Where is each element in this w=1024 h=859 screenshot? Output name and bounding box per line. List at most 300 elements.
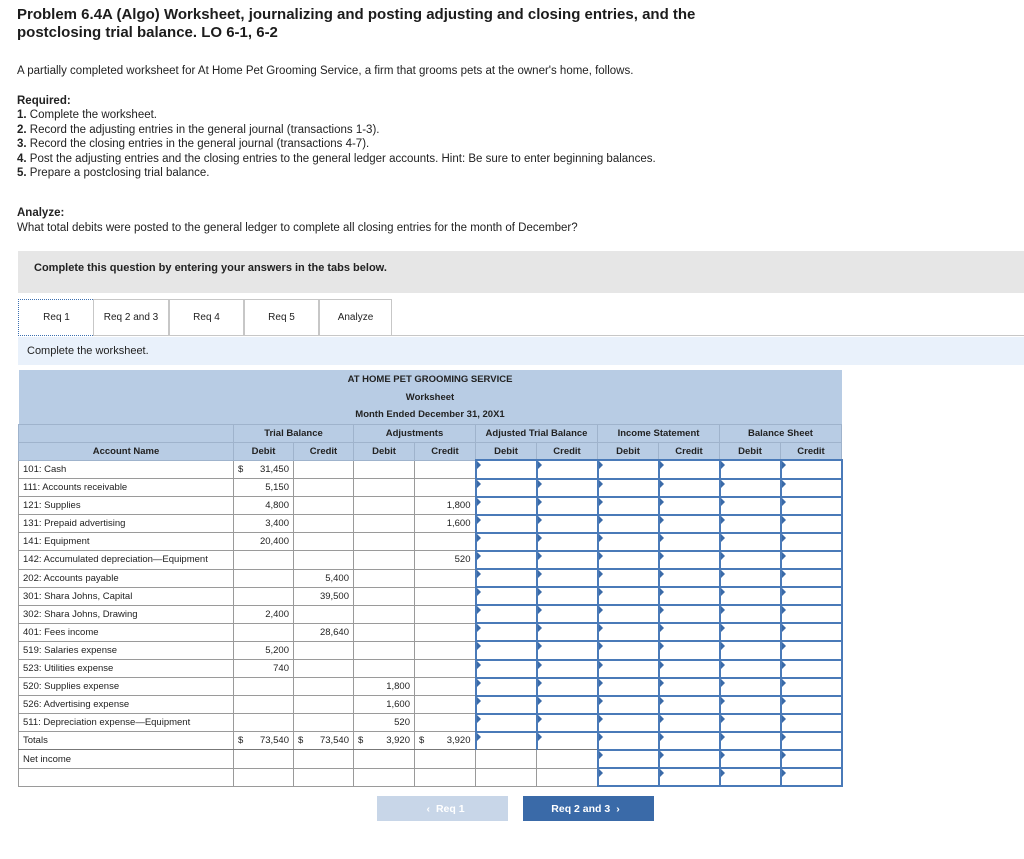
cell-adj-dr-value: 1,800: [386, 681, 410, 693]
answer-input[interactable]: [598, 460, 659, 478]
required-item: [17, 123, 656, 137]
total-adj-cr: [415, 732, 476, 750]
empty-cell: [415, 750, 476, 768]
empty-cell: [537, 750, 598, 768]
cell-tb-dr-value: 2,400: [265, 608, 289, 620]
required-item: [17, 152, 656, 166]
cell-adj-dr: [354, 551, 415, 569]
answer-input[interactable]: [598, 551, 659, 569]
answer-input[interactable]: [598, 768, 659, 786]
cell-tb-dr: [234, 569, 294, 587]
answer-input[interactable]: [537, 587, 598, 605]
answer-input[interactable]: [476, 660, 537, 678]
answer-input[interactable]: [720, 623, 781, 641]
cell-adj-cr: [415, 696, 476, 714]
total-adj-dr-value: 3,920: [386, 735, 410, 747]
cell-adj-cr: [415, 623, 476, 641]
total-adj-cr-value: 3,920: [446, 735, 471, 747]
answer-input[interactable]: [476, 569, 537, 587]
cell-adj-cr: [415, 678, 476, 696]
answer-input[interactable]: [598, 587, 659, 605]
account-name: 202: Accounts payable: [19, 569, 234, 587]
col-header-credit: Credit: [415, 442, 476, 460]
account-name: 526: Advertising expense: [19, 696, 234, 714]
empty-cell: [294, 768, 354, 786]
cell-adj-dr: [354, 569, 415, 587]
answer-input[interactable]: [476, 515, 537, 533]
cell-tb-dr: [234, 533, 294, 551]
cell-tb-cr: [294, 479, 354, 497]
answer-input[interactable]: [781, 605, 842, 623]
table-row: [19, 479, 842, 497]
cell-adj-dr: [354, 479, 415, 497]
tab-req-2-and-3[interactable]: Req 2 and 3: [93, 299, 169, 336]
answer-input[interactable]: [781, 569, 842, 587]
answer-input[interactable]: [598, 479, 659, 497]
answer-input[interactable]: [781, 497, 842, 515]
currency-symbol: $: [358, 735, 364, 747]
answer-input[interactable]: [537, 551, 598, 569]
answer-input[interactable]: [720, 479, 781, 497]
analyze-section: [17, 206, 578, 235]
cell-tb-dr: [234, 641, 294, 659]
cell-tb-dr-value: 3,400: [265, 518, 289, 530]
answer-input[interactable]: [659, 678, 720, 696]
chevron-right-icon: ›: [616, 802, 620, 815]
answer-input[interactable]: [476, 714, 537, 732]
table-row: [19, 569, 842, 587]
answer-input[interactable]: [537, 678, 598, 696]
col-header-debit: Debit: [476, 442, 537, 460]
answer-input[interactable]: [720, 587, 781, 605]
answer-input[interactable]: [476, 479, 537, 497]
col-header-debit: Debit: [354, 442, 415, 460]
cell-adj-dr: [354, 587, 415, 605]
account-name: 142: Accumulated depreciation—Equipment: [19, 551, 234, 569]
cell-adj-dr: [354, 515, 415, 533]
chevron-left-icon: ‹: [426, 802, 430, 815]
cell-tb-dr-value: 5,200: [265, 644, 289, 656]
cell-adj-cr: [415, 497, 476, 515]
cell-adj-cr: [415, 587, 476, 605]
col-header-credit: Credit: [294, 442, 354, 460]
cell-tb-cr: [294, 569, 354, 587]
answer-input[interactable]: [720, 768, 781, 786]
answer-input[interactable]: [781, 587, 842, 605]
cell-tb-dr-value: 740: [273, 663, 289, 675]
answer-input[interactable]: [537, 497, 598, 515]
currency-symbol: $: [238, 735, 244, 747]
table-row: [19, 623, 842, 641]
cell-adj-dr: [354, 660, 415, 678]
cell-adj-cr-value: 1,800: [446, 500, 471, 512]
answer-input[interactable]: [720, 515, 781, 533]
answer-input[interactable]: [659, 660, 720, 678]
tab-subheader: [18, 337, 1024, 365]
tab-analyze[interactable]: Analyze: [319, 299, 392, 336]
answer-input[interactable]: [781, 732, 842, 750]
tab-divider: [392, 335, 1024, 336]
answer-input[interactable]: [598, 678, 659, 696]
cell-adj-dr: [354, 714, 415, 732]
cell-tb-dr: [234, 678, 294, 696]
currency-symbol: $: [238, 464, 244, 476]
empty-cell: [537, 768, 598, 786]
cell-adj-dr: [354, 623, 415, 641]
col-header-credit: Credit: [781, 442, 842, 460]
cell-tb-dr: [234, 551, 294, 569]
cell-adj-dr: [354, 460, 415, 478]
required-label: Required:: [17, 95, 71, 107]
cell-tb-cr: [294, 605, 354, 623]
account-name: 520: Supplies expense: [19, 678, 234, 696]
blank-row: [19, 768, 842, 786]
answer-input[interactable]: [659, 750, 720, 768]
answer-input[interactable]: [476, 623, 537, 641]
account-name: 302: Shara Johns, Drawing: [19, 605, 234, 623]
table-row: [19, 714, 842, 732]
group-trial-balance: Trial Balance: [234, 424, 354, 442]
account-name: 401: Fees income: [19, 623, 234, 641]
answer-input[interactable]: [720, 569, 781, 587]
instruction-bar: [18, 251, 1024, 293]
next-button[interactable]: [523, 796, 654, 821]
answer-input[interactable]: [720, 750, 781, 768]
answer-input[interactable]: [537, 732, 598, 750]
answer-input[interactable]: [659, 533, 720, 551]
table-row: [19, 605, 842, 623]
answer-input[interactable]: [598, 660, 659, 678]
answer-input[interactable]: [659, 641, 720, 659]
answer-input[interactable]: [720, 497, 781, 515]
table-row: [19, 460, 842, 478]
answer-input[interactable]: [659, 515, 720, 533]
cell-adj-dr: [354, 605, 415, 623]
table-row: [19, 678, 842, 696]
worksheet-company: AT HOME PET GROOMING SERVICE: [19, 370, 842, 388]
answer-input[interactable]: [659, 460, 720, 478]
totals-label: Totals: [19, 732, 234, 750]
cell-tb-dr: [234, 605, 294, 623]
answer-input[interactable]: [537, 460, 598, 478]
cell-adj-dr-value: 520: [394, 717, 410, 729]
tab-req-4[interactable]: Req 4: [169, 299, 244, 336]
answer-input[interactable]: [781, 678, 842, 696]
answer-input[interactable]: [720, 660, 781, 678]
group-income-statement: Income Statement: [598, 424, 720, 442]
answer-input[interactable]: [720, 605, 781, 623]
tab-req-5[interactable]: Req 5: [244, 299, 319, 336]
answer-input[interactable]: [720, 533, 781, 551]
cell-adj-cr: [415, 515, 476, 533]
cell-adj-dr: [354, 696, 415, 714]
intro-text: A partially completed worksheet for At Home Pet Grooming Service, a firm that grooms pets at the owner's home, follows.: [17, 65, 634, 77]
cell-tb-dr: [234, 714, 294, 732]
answer-input[interactable]: [476, 696, 537, 714]
table-row: [19, 551, 842, 569]
account-name: 141: Equipment: [19, 533, 234, 551]
required-item-text: Complete the worksheet.: [29, 109, 157, 122]
answer-input[interactable]: [659, 569, 720, 587]
empty-cell: [415, 768, 476, 786]
table-row: [19, 533, 842, 551]
total-tb-dr-value: 73,540: [259, 735, 289, 747]
worksheet-doc-title: Worksheet: [19, 388, 842, 406]
answer-input[interactable]: [598, 732, 659, 750]
answer-input[interactable]: [476, 678, 537, 696]
subheader-text: Complete the worksheet.: [27, 345, 149, 357]
cell-tb-cr-value: 5,400: [325, 572, 349, 584]
required-item: [17, 166, 656, 180]
empty-cell: [19, 768, 234, 786]
cell-tb-dr: [234, 515, 294, 533]
answer-input[interactable]: [598, 641, 659, 659]
cell-tb-cr: [294, 696, 354, 714]
required-item-text: Record the closing entries in the general journal (transactions 4-7).: [29, 138, 370, 151]
cell-tb-dr: [234, 623, 294, 641]
table-row: [19, 515, 842, 533]
answer-input[interactable]: [659, 497, 720, 515]
cell-tb-cr: [294, 660, 354, 678]
tab-req-1[interactable]: Req 1: [18, 299, 95, 336]
answer-input[interactable]: [720, 460, 781, 478]
required-item: [17, 137, 656, 151]
cell-tb-dr: [234, 696, 294, 714]
answer-input[interactable]: [781, 623, 842, 641]
answer-input[interactable]: [781, 551, 842, 569]
total-adj-dr: [354, 732, 415, 750]
cell-tb-dr: [234, 660, 294, 678]
table-row: [19, 696, 842, 714]
empty-cell: [354, 768, 415, 786]
answer-input[interactable]: [476, 641, 537, 659]
answer-input[interactable]: [659, 605, 720, 623]
cell-tb-cr: [294, 460, 354, 478]
cell-adj-cr: [415, 641, 476, 659]
cell-adj-cr: [415, 660, 476, 678]
answer-input[interactable]: [476, 551, 537, 569]
cell-tb-cr-value: 28,640: [319, 626, 349, 638]
col-header-credit: Credit: [659, 442, 720, 460]
answer-input[interactable]: [537, 515, 598, 533]
account-name-header: Account Name: [19, 442, 234, 460]
problem-title: Problem 6.4A (Algo) Worksheet, journalizing and posting adjusting and closing entries, and the postclosing trial balance. LO 6-1, 6-2: [17, 6, 696, 41]
cell-adj-cr-value: 1,600: [446, 518, 471, 530]
answer-input[interactable]: [598, 696, 659, 714]
cell-tb-dr-value: 5,150: [265, 482, 289, 494]
answer-input[interactable]: [598, 569, 659, 587]
empty-cell: [294, 750, 354, 768]
cell-tb-cr-value: 39,500: [319, 590, 349, 602]
answer-input[interactable]: [537, 696, 598, 714]
required-item-number: 3.: [17, 138, 27, 151]
cell-adj-dr: [354, 641, 415, 659]
answer-input[interactable]: [537, 479, 598, 497]
empty-cell: [234, 768, 294, 786]
answer-input[interactable]: [598, 533, 659, 551]
empty-cell: [234, 750, 294, 768]
answer-input[interactable]: [720, 551, 781, 569]
cell-adj-cr: [415, 551, 476, 569]
account-name: 131: Prepaid advertising: [19, 515, 234, 533]
col-header-credit: Credit: [537, 442, 598, 460]
answer-input[interactable]: [720, 732, 781, 750]
totals-row: [19, 732, 842, 750]
answer-input[interactable]: [781, 660, 842, 678]
cell-tb-dr: [234, 460, 294, 478]
answer-input[interactable]: [598, 605, 659, 623]
cell-adj-cr: [415, 569, 476, 587]
prev-button-label: Req 1: [435, 802, 465, 815]
cell-tb-dr-value: 4,800: [265, 500, 289, 512]
header-blank: [19, 424, 234, 442]
answer-input[interactable]: [659, 714, 720, 732]
required-list: [17, 108, 656, 180]
empty-cell: [476, 750, 537, 768]
cell-adj-dr: [354, 533, 415, 551]
required-section: [17, 94, 656, 180]
next-button-label: Req 2 and 3: [551, 802, 611, 815]
table-row: [19, 660, 842, 678]
answer-input[interactable]: [781, 641, 842, 659]
answer-input[interactable]: [781, 714, 842, 732]
answer-input[interactable]: [720, 641, 781, 659]
required-item-number: 5.: [17, 167, 27, 180]
cell-tb-cr: [294, 623, 354, 641]
account-name: 301: Shara Johns, Capital: [19, 587, 234, 605]
required-item-number: 4.: [17, 152, 27, 165]
answer-input[interactable]: [476, 605, 537, 623]
answer-input[interactable]: [781, 750, 842, 768]
answer-input[interactable]: [476, 497, 537, 515]
answer-input[interactable]: [781, 515, 842, 533]
answer-input[interactable]: [720, 678, 781, 696]
worksheet-table: [18, 370, 843, 787]
cell-adj-cr: [415, 714, 476, 732]
cell-adj-dr: [354, 678, 415, 696]
required-item-text: Prepare a postclosing trial balance.: [29, 167, 210, 180]
cell-tb-dr-value: 20,400: [259, 536, 289, 548]
group-adjusted-trial-balance: Adjusted Trial Balance: [476, 424, 598, 442]
answer-input[interactable]: [781, 696, 842, 714]
cell-adj-dr: [354, 497, 415, 515]
answer-input[interactable]: [598, 750, 659, 768]
cell-tb-dr: [234, 479, 294, 497]
cell-adj-cr: [415, 479, 476, 497]
answer-input[interactable]: [537, 533, 598, 551]
col-header-debit: Debit: [234, 442, 294, 460]
answer-input[interactable]: [659, 732, 720, 750]
account-name: 523: Utilities expense: [19, 660, 234, 678]
cell-tb-cr: [294, 515, 354, 533]
answer-input[interactable]: [537, 605, 598, 623]
currency-symbol: $: [419, 735, 425, 747]
table-row: [19, 587, 842, 605]
required-item-number: 2.: [17, 123, 27, 136]
cell-tb-dr: [234, 497, 294, 515]
answer-input[interactable]: [537, 641, 598, 659]
account-name: 121: Supplies: [19, 497, 234, 515]
answer-input[interactable]: [476, 460, 537, 478]
prev-button[interactable]: [377, 796, 508, 821]
account-name: 511: Depreciation expense—Equipment: [19, 714, 234, 732]
cell-adj-cr: [415, 460, 476, 478]
total-tb-cr-value: 73,540: [319, 735, 349, 747]
answer-input[interactable]: [476, 533, 537, 551]
answer-input[interactable]: [598, 497, 659, 515]
answer-input[interactable]: [476, 587, 537, 605]
instruction-text: Complete this question by entering your answers in the tabs below.: [34, 262, 387, 274]
total-tb-cr: [294, 732, 354, 750]
account-name: 519: Salaries expense: [19, 641, 234, 659]
answer-input[interactable]: [537, 660, 598, 678]
empty-cell: [354, 750, 415, 768]
account-name: 111: Accounts receivable: [19, 479, 234, 497]
required-item-text: Record the adjusting entries in the general journal (transactions 1-3).: [29, 123, 380, 136]
answer-input[interactable]: [598, 515, 659, 533]
cell-tb-dr: [234, 587, 294, 605]
cell-tb-cr: [294, 678, 354, 696]
col-header-debit: Debit: [720, 442, 781, 460]
cell-tb-cr: [294, 587, 354, 605]
answer-input[interactable]: [720, 696, 781, 714]
cell-adj-cr: [415, 533, 476, 551]
answer-input[interactable]: [720, 714, 781, 732]
answer-input[interactable]: [537, 714, 598, 732]
answer-input[interactable]: [598, 623, 659, 641]
cell-tb-cr: [294, 641, 354, 659]
answer-input[interactable]: [537, 623, 598, 641]
cell-adj-dr-value: 1,600: [386, 699, 410, 711]
answer-input[interactable]: [659, 587, 720, 605]
currency-symbol: $: [298, 735, 304, 747]
group-balance-sheet: Balance Sheet: [720, 424, 842, 442]
answer-input[interactable]: [781, 768, 842, 786]
required-item-text: Post the adjusting entries and the closing entries to the general ledger accounts. Hint: Be sure to enter beginning balances.: [29, 152, 656, 165]
account-name: 101: Cash: [19, 460, 234, 478]
answer-input[interactable]: [781, 533, 842, 551]
cell-adj-cr-value: 520: [454, 554, 471, 566]
answer-input[interactable]: [659, 551, 720, 569]
table-row: [19, 497, 842, 515]
answer-input[interactable]: [781, 460, 842, 478]
answer-input[interactable]: [598, 714, 659, 732]
answer-input[interactable]: [476, 732, 537, 750]
cell-tb-cr: [294, 497, 354, 515]
total-tb-dr: [234, 732, 294, 750]
net-income-label: Net income: [19, 750, 234, 768]
worksheet-period: Month Ended December 31, 20X1: [19, 406, 842, 424]
answer-input[interactable]: [781, 479, 842, 497]
table-row: [19, 641, 842, 659]
answer-input[interactable]: [537, 569, 598, 587]
cell-tb-cr: [294, 551, 354, 569]
net-income-row: [19, 750, 842, 768]
answer-input[interactable]: [659, 696, 720, 714]
analyze-text: What total debits were posted to the general ledger to complete all closing entries for the month of December?: [17, 221, 578, 234]
required-item-number: 1.: [17, 109, 27, 122]
analyze-label: Analyze:: [17, 207, 65, 219]
col-header-debit: Debit: [598, 442, 659, 460]
answer-input[interactable]: [659, 623, 720, 641]
group-adjustments: Adjustments: [354, 424, 476, 442]
cell-tb-cr: [294, 714, 354, 732]
answer-input[interactable]: [659, 479, 720, 497]
answer-input[interactable]: [659, 768, 720, 786]
required-item: [17, 108, 656, 122]
empty-cell: [476, 768, 537, 786]
cell-tb-cr: [294, 533, 354, 551]
